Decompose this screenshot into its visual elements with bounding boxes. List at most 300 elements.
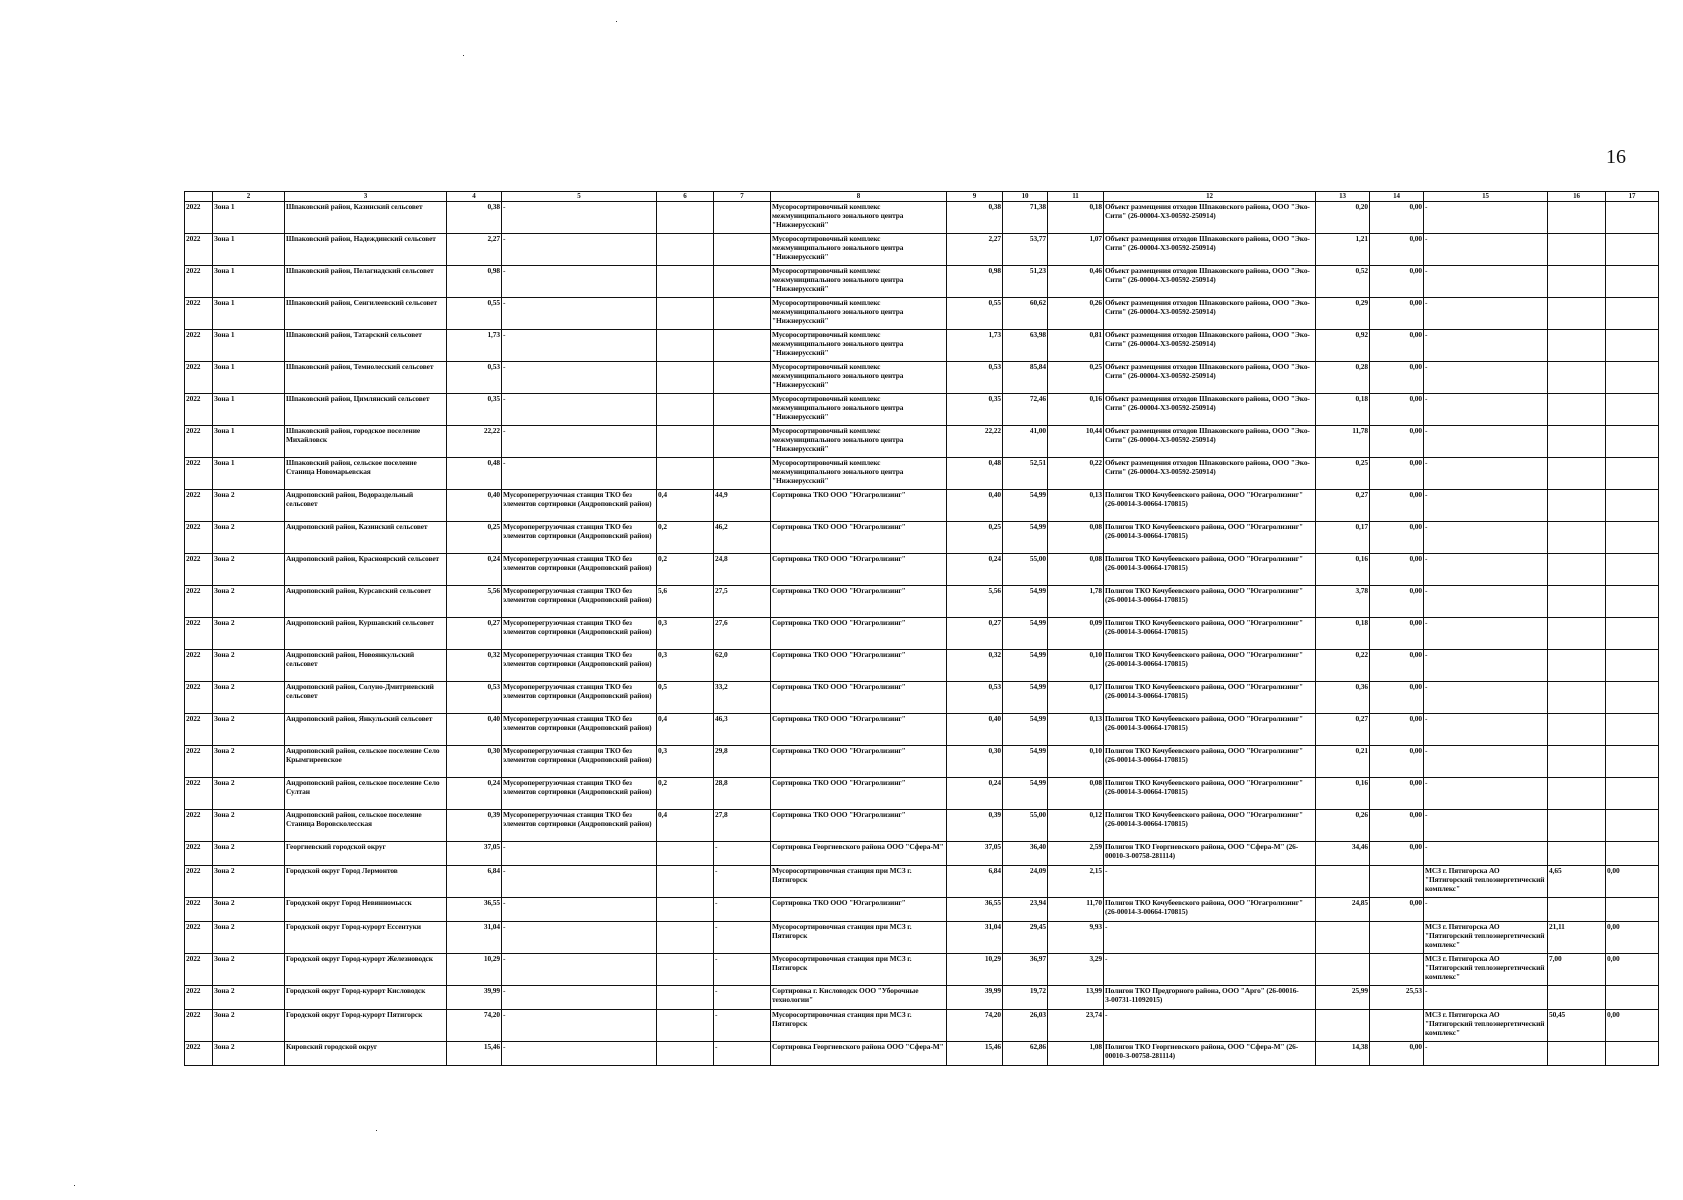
table-cell: 0,00 (1370, 298, 1424, 330)
table-cell: 0,2 (657, 522, 714, 554)
table-cell: 0,00 (1370, 234, 1424, 266)
table-cell: 52,51 (1003, 458, 1048, 490)
table-cell: Полигон ТКО Кочубеевского района, ООО "Югагролизинг" (26-00014-З-00664-170815) (1104, 714, 1316, 746)
table-cell: Зона 2 (213, 810, 285, 842)
table-cell: 29,45 (1003, 922, 1048, 954)
table-cell: 0,3 (657, 650, 714, 682)
table-cell: 60,62 (1003, 298, 1048, 330)
table-cell (1548, 426, 1606, 458)
table-cell (1548, 362, 1606, 394)
table-cell: Сортировка ТКО ООО "Югагролизинг" (771, 490, 947, 522)
table-cell: 0,4 (657, 490, 714, 522)
table-cell: Зона 2 (213, 714, 285, 746)
table-cell: 0,48 (447, 458, 502, 490)
table-cell: 0,10 (1048, 650, 1104, 682)
table-cell: - (1424, 362, 1548, 394)
table-cell: 27,8 (714, 810, 771, 842)
table-cell: Зона 1 (213, 234, 285, 266)
table-cell: Сортировка ТКО ООО "Югагролизинг" (771, 522, 947, 554)
column-number: 8 (771, 192, 947, 202)
table-cell: 0,40 (947, 490, 1003, 522)
table-cell: 0,38 (947, 202, 1003, 234)
table-cell (1606, 810, 1659, 842)
table-cell: 0,24 (447, 554, 502, 586)
table-cell: 0,00 (1370, 522, 1424, 554)
table-cell: 2022 (185, 810, 213, 842)
table-cell: - (1424, 522, 1548, 554)
table-cell (657, 922, 714, 954)
table-cell (1548, 898, 1606, 922)
table-cell: Городской округ Город-курорт Железноводск (285, 954, 447, 986)
table-cell: Зона 2 (213, 842, 285, 866)
table-row (185, 650, 1659, 682)
table-cell: Зона 2 (213, 866, 285, 898)
table-cell: Шпаковский район, Пелагиадский сельсовет (285, 266, 447, 298)
table-cell: 54,99 (1003, 522, 1048, 554)
table-cell: 0,3 (657, 746, 714, 778)
table-cell (657, 458, 714, 490)
table-cell (657, 234, 714, 266)
table-cell: 1,78 (1048, 586, 1104, 618)
table-cell: 54,99 (1003, 746, 1048, 778)
table-cell: 2022 (185, 586, 213, 618)
table-cell: Зона 2 (213, 898, 285, 922)
table-cell: Георгиевский городской округ (285, 842, 447, 866)
table-cell: Городской округ Город-курорт Ессентуки (285, 922, 447, 954)
table-cell: - (1424, 682, 1548, 714)
table-cell (1548, 1042, 1606, 1066)
table-cell: - (1104, 922, 1316, 954)
table-cell: 2022 (185, 522, 213, 554)
table-cell: Мусоросортировочный комплекс межмуниципального зонального центра "Нижнерусский" (771, 266, 947, 298)
column-number: 14 (1370, 192, 1424, 202)
table-cell (1548, 234, 1606, 266)
table-cell: - (502, 202, 657, 234)
table-cell: - (714, 922, 771, 954)
table-cell: 19,72 (1003, 986, 1048, 1010)
table-cell: - (1424, 202, 1548, 234)
table-cell: Мусороперегрузочная станция ТКО без элементов сортировки (Андроповский район) (502, 618, 657, 650)
table-cell: Сортировка ТКО ООО "Югагролизинг" (771, 714, 947, 746)
table-cell: - (502, 458, 657, 490)
table-cell: 0,4 (657, 714, 714, 746)
table-cell (657, 866, 714, 898)
table-cell (1548, 842, 1606, 866)
table-cell: Полигон ТКО Кочубеевского района, ООО "Югагролизинг" (26-00014-З-00664-170815) (1104, 682, 1316, 714)
table-cell: Мусороперегрузочная станция ТКО без элементов сортировки (Андроповский район) (502, 650, 657, 682)
table-cell: 2022 (185, 954, 213, 986)
table-cell: 2022 (185, 330, 213, 362)
column-number: 3 (285, 192, 447, 202)
table-cell: - (714, 986, 771, 1010)
table-row (185, 618, 1659, 650)
table-cell: Зона 1 (213, 362, 285, 394)
table-row (185, 522, 1659, 554)
table-cell: Зона 1 (213, 458, 285, 490)
header-row (185, 192, 1659, 202)
table-cell: 0,00 (1606, 922, 1659, 954)
table-cell (1548, 682, 1606, 714)
table-cell (657, 954, 714, 986)
table-cell (1606, 298, 1659, 330)
table-cell: МСЗ г. Пятигорска АО "Пятигорский теплоэнергетический комплекс" (1424, 922, 1548, 954)
table-cell: 0,22 (1316, 650, 1370, 682)
table-cell (1370, 922, 1424, 954)
table-cell: 0,00 (1370, 202, 1424, 234)
table-cell: 24,85 (1316, 898, 1370, 922)
table-cell: 62,86 (1003, 1042, 1048, 1066)
table-cell: 46,2 (714, 522, 771, 554)
table-cell: Мусороперегрузочная станция ТКО без элементов сортировки (Андроповский район) (502, 490, 657, 522)
table-cell (657, 1042, 714, 1066)
table-row (185, 426, 1659, 458)
column-number (185, 192, 213, 202)
table-cell (1606, 266, 1659, 298)
table-cell: 0,55 (447, 298, 502, 330)
table-cell: - (1424, 650, 1548, 682)
table-row (185, 586, 1659, 618)
table-cell: 0,08 (1048, 554, 1104, 586)
column-number: 17 (1606, 192, 1659, 202)
table-cell: 10,44 (1048, 426, 1104, 458)
table-cell: - (714, 866, 771, 898)
table-cell: Полигон ТКО Кочубеевского района, ООО "Югагролизинг" (26-00014-З-00664-170815) (1104, 490, 1316, 522)
table-cell: Зона 1 (213, 298, 285, 330)
table-cell: 2022 (185, 426, 213, 458)
table-cell: 0,09 (1048, 618, 1104, 650)
table-cell: 0,00 (1606, 866, 1659, 898)
table-cell: Андроповский район, Солуно-Дмитриевский сельсовет (285, 682, 447, 714)
table-cell: 0,3 (657, 618, 714, 650)
table-cell: 0,25 (1316, 458, 1370, 490)
table-cell: 7,00 (1548, 954, 1606, 986)
table-cell: 0,16 (1048, 394, 1104, 426)
table-cell: Зона 2 (213, 554, 285, 586)
table-cell: 37,05 (947, 842, 1003, 866)
table-cell: 0,00 (1370, 778, 1424, 810)
table-cell: Сортировка ТКО ООО "Югагролизинг" (771, 810, 947, 842)
table-cell: 50,45 (1548, 1010, 1606, 1042)
table-cell: Сортировка ТКО ООО "Югагролизинг" (771, 554, 947, 586)
table-cell: Сортировка Георгиевского района ООО "Сфера-М" (771, 842, 947, 866)
scan-speck (376, 1130, 377, 1131)
table-cell: - (1424, 898, 1548, 922)
table-cell: 2,27 (447, 234, 502, 266)
table-cell (1548, 746, 1606, 778)
table-cell: 28,8 (714, 778, 771, 810)
table-cell: 0,16 (1316, 554, 1370, 586)
table-cell (1548, 394, 1606, 426)
table-cell: Полигон ТКО Кочубеевского района, ООО "Югагролизинг" (26-00014-З-00664-170815) (1104, 778, 1316, 810)
table-cell: Объект размещения отходов Шпаковского района, ООО "Эко-Сити" (26-00004-Х3-00592-250914) (1104, 266, 1316, 298)
table-cell: 54,99 (1003, 490, 1048, 522)
scan-speck (463, 55, 464, 56)
table-cell: 2022 (185, 922, 213, 954)
table-cell: Шпаковский район, Казинский сельсовет (285, 202, 447, 234)
table-cell: - (502, 866, 657, 898)
table-cell: Андроповский район, сельское поселение Станица Воровсколесская (285, 810, 447, 842)
table-cell (1606, 898, 1659, 922)
table-cell: 2022 (185, 266, 213, 298)
table-cell: 0,08 (1048, 522, 1104, 554)
table-cell: Мусоросортировочный комплекс межмуниципального зонального центра "Нижнерусский" (771, 298, 947, 330)
table-cell: 15,46 (947, 1042, 1003, 1066)
table-cell: 0,5 (657, 682, 714, 714)
table-cell: Мусороперегрузочная станция ТКО без элементов сортировки (Андроповский район) (502, 554, 657, 586)
table-cell: Объект размещения отходов Шпаковского района, ООО "Эко-Сити" (26-00004-Х3-00592-250914) (1104, 426, 1316, 458)
table-cell: 25,99 (1316, 986, 1370, 1010)
table-cell (1606, 394, 1659, 426)
table-cell: - (1424, 234, 1548, 266)
table-cell (1606, 458, 1659, 490)
table-cell: 6,84 (947, 866, 1003, 898)
table-cell: Сортировка ТКО ООО "Югагролизинг" (771, 778, 947, 810)
table-cell: 39,99 (447, 986, 502, 1010)
table-cell: Полигон ТКО Кочубеевского района, ООО "Югагролизинг" (26-00014-З-00664-170815) (1104, 650, 1316, 682)
table-cell: Андроповский район, сельское поселение Село Султан (285, 778, 447, 810)
table-cell: Сортировка ТКО ООО "Югагролизинг" (771, 618, 947, 650)
table-cell: Сортировка ТКО ООО "Югагролизинг" (771, 682, 947, 714)
table-cell: 0,00 (1370, 330, 1424, 362)
table-cell (1316, 1010, 1370, 1042)
table-cell: Мусоросортировочная станция при МСЗ г. Пятигорск (771, 922, 947, 954)
table-cell: Полигон ТКО Кочубеевского района, ООО "Югагролизинг" (26-00014-З-00664-170815) (1104, 746, 1316, 778)
table-cell: 71,38 (1003, 202, 1048, 234)
table-cell: 0,55 (947, 298, 1003, 330)
table-cell: - (1424, 394, 1548, 426)
table-cell: Городской округ Город Лермонтов (285, 866, 447, 898)
table-cell (1606, 618, 1659, 650)
table-cell: 0,00 (1370, 810, 1424, 842)
table-cell: 2022 (185, 898, 213, 922)
table-cell (1606, 778, 1659, 810)
table-cell: 0,00 (1370, 554, 1424, 586)
table-cell: 51,23 (1003, 266, 1048, 298)
table-cell (714, 266, 771, 298)
table-cell: 0,24 (447, 778, 502, 810)
table-cell: 29,8 (714, 746, 771, 778)
table-cell: - (502, 986, 657, 1010)
table-cell: 39,99 (947, 986, 1003, 1010)
table-cell: 41,00 (1003, 426, 1048, 458)
table-cell: 0,40 (447, 490, 502, 522)
table-cell: Андроповский район, Казинский сельсовет (285, 522, 447, 554)
table-cell: 2022 (185, 202, 213, 234)
table-cell: 2022 (185, 1010, 213, 1042)
table-cell: МСЗ г. Пятигорска АО "Пятигорский теплоэнергетический комплекс" (1424, 866, 1548, 898)
table-cell: Объект размещения отходов Шпаковского района, ООО "Эко-Сити" (26-00004-Х3-00592-250914) (1104, 458, 1316, 490)
table-cell: 0,00 (1370, 746, 1424, 778)
table-cell: 0,48 (947, 458, 1003, 490)
table-cell: Зона 2 (213, 1042, 285, 1066)
table-cell: Полигон ТКО Кочубеевского района, ООО "Югагролизинг" (26-00014-З-00664-170815) (1104, 898, 1316, 922)
table-cell: 0,25 (447, 522, 502, 554)
table-cell: 1,07 (1048, 234, 1104, 266)
table-cell: 54,99 (1003, 682, 1048, 714)
table-cell: Шпаковский район, Темнолесский сельсовет (285, 362, 447, 394)
table-cell: Объект размещения отходов Шпаковского района, ООО "Эко-Сити" (26-00004-Х3-00592-250914) (1104, 362, 1316, 394)
scan-speck (616, 21, 617, 22)
table-row (185, 954, 1659, 986)
table-cell: 0,25 (1048, 362, 1104, 394)
table-cell: Андроповский район, Курсавский сельсовет (285, 586, 447, 618)
table-cell (1606, 522, 1659, 554)
table-cell: 27,6 (714, 618, 771, 650)
table-cell: 2022 (185, 618, 213, 650)
table-cell (1606, 650, 1659, 682)
table-row (185, 234, 1659, 266)
table-cell: 46,3 (714, 714, 771, 746)
table-cell: 0,21 (1316, 746, 1370, 778)
table-cell: 36,97 (1003, 954, 1048, 986)
column-number: 6 (657, 192, 714, 202)
table-cell (657, 266, 714, 298)
table-cell: 0,53 (947, 362, 1003, 394)
table-cell: 13,99 (1048, 986, 1104, 1010)
table-cell: Зона 2 (213, 1010, 285, 1042)
table-cell: - (1104, 954, 1316, 986)
table-cell: 0,52 (1316, 266, 1370, 298)
table-cell (1606, 554, 1659, 586)
table-cell: 0,00 (1370, 650, 1424, 682)
column-number: 16 (1548, 192, 1606, 202)
table-cell: Сортировка ТКО ООО "Югагролизинг" (771, 898, 947, 922)
column-number: 10 (1003, 192, 1048, 202)
table-cell: 25,53 (1370, 986, 1424, 1010)
table-cell: - (502, 954, 657, 986)
table-cell: 5,56 (447, 586, 502, 618)
table-cell (1548, 810, 1606, 842)
table-cell: Объект размещения отходов Шпаковского района, ООО "Эко-Сити" (26-00004-Х3-00592-250914) (1104, 202, 1316, 234)
table-cell (1548, 554, 1606, 586)
table-cell: Полигон ТКО Кочубеевского района, ООО "Югагролизинг" (26-00014-З-00664-170815) (1104, 586, 1316, 618)
table-cell: 55,00 (1003, 554, 1048, 586)
table-cell: Кировский городской округ (285, 1042, 447, 1066)
table-cell: 0,36 (1316, 682, 1370, 714)
table-cell: Шпаковский район, Цимлянский сельсовет (285, 394, 447, 426)
table-cell: 0,17 (1048, 682, 1104, 714)
table-cell: Зона 2 (213, 682, 285, 714)
table-cell: 2022 (185, 778, 213, 810)
table-cell: 24,8 (714, 554, 771, 586)
table-cell (1370, 954, 1424, 986)
table-cell (657, 842, 714, 866)
table-cell (1606, 234, 1659, 266)
table-cell: - (502, 394, 657, 426)
table-cell: - (502, 842, 657, 866)
table-cell: Зона 2 (213, 650, 285, 682)
table-cell: 0,08 (1048, 778, 1104, 810)
table-cell: 0,00 (1606, 1010, 1659, 1042)
table-cell: - (714, 1042, 771, 1066)
table-cell (1606, 682, 1659, 714)
table-row (185, 362, 1659, 394)
column-number: 9 (947, 192, 1003, 202)
table-cell: 0,27 (947, 618, 1003, 650)
table-cell: 74,20 (947, 1010, 1003, 1042)
table-cell: 34,46 (1316, 842, 1370, 866)
column-number: 2 (213, 192, 285, 202)
table-cell: 0,24 (947, 554, 1003, 586)
table-cell (1548, 650, 1606, 682)
table-cell: 11,70 (1048, 898, 1104, 922)
table-cell (1548, 586, 1606, 618)
table-cell: 2022 (185, 682, 213, 714)
table-cell: Шпаковский район, городское поселение Михайловск (285, 426, 447, 458)
table-cell: - (1424, 618, 1548, 650)
table-cell: - (502, 426, 657, 458)
table-cell: Сортировка Георгиевского района ООО "Сфера-М" (771, 1042, 947, 1066)
table-cell: 0,81 (1048, 330, 1104, 362)
table-cell: - (1424, 266, 1548, 298)
table-cell: - (1424, 490, 1548, 522)
table-cell: Городской округ Город-курорт Пятигорск (285, 1010, 447, 1042)
table-cell: 2022 (185, 986, 213, 1010)
table-cell: Полигон ТКО Кочубеевского района, ООО "Югагролизинг" (26-00014-З-00664-170815) (1104, 618, 1316, 650)
table-cell: - (1424, 330, 1548, 362)
table-cell (657, 394, 714, 426)
table-cell (1548, 458, 1606, 490)
table-cell: Полигон ТКО Кочубеевского района, ООО "Югагролизинг" (26-00014-З-00664-170815) (1104, 522, 1316, 554)
table-cell: 3,29 (1048, 954, 1104, 986)
table-cell: 0,30 (947, 746, 1003, 778)
table-cell: 0,00 (1370, 362, 1424, 394)
table-cell: 0,27 (447, 618, 502, 650)
table-cell: 2022 (185, 1042, 213, 1066)
table-cell: Сортировка ТКО ООО "Югагролизинг" (771, 746, 947, 778)
table-row (185, 554, 1659, 586)
table-cell: 2022 (185, 234, 213, 266)
table-cell: МСЗ г. Пятигорска АО "Пятигорский теплоэнергетический комплекс" (1424, 1010, 1548, 1042)
table-cell: Объект размещения отходов Шпаковского района, ООО "Эко-Сити" (26-00004-Х3-00592-250914) (1104, 234, 1316, 266)
table-cell: 5,6 (657, 586, 714, 618)
table-cell: 24,09 (1003, 866, 1048, 898)
table-cell: 54,99 (1003, 650, 1048, 682)
table-row (185, 1042, 1659, 1066)
column-number: 7 (714, 192, 771, 202)
table-cell (1606, 202, 1659, 234)
table-cell (1606, 362, 1659, 394)
table-cell: 0,2 (657, 778, 714, 810)
table-cell: 27,5 (714, 586, 771, 618)
table-cell: - (1424, 746, 1548, 778)
table-cell (714, 202, 771, 234)
table-cell: 0,00 (1370, 394, 1424, 426)
table-cell (657, 426, 714, 458)
table-cell (1606, 842, 1659, 866)
table-cell: Шпаковский район, Татарский сельсовет (285, 330, 447, 362)
table-row (185, 330, 1659, 362)
table-cell (714, 362, 771, 394)
table-cell: 0,25 (947, 522, 1003, 554)
table-cell: 6,84 (447, 866, 502, 898)
table-cell: 0,35 (947, 394, 1003, 426)
table-cell: 36,55 (947, 898, 1003, 922)
table-cell (1316, 922, 1370, 954)
table-cell: 0,27 (1316, 714, 1370, 746)
table-row (185, 682, 1659, 714)
table-cell: Зона 2 (213, 746, 285, 778)
table-cell: Полигон ТКО Кочубеевского района, ООО "Югагролизинг" (26-00014-З-00664-170815) (1104, 810, 1316, 842)
table-cell: 54,99 (1003, 618, 1048, 650)
table-cell: - (1424, 586, 1548, 618)
table-cell (1606, 330, 1659, 362)
table-cell: Зона 1 (213, 426, 285, 458)
table-cell: 0,00 (1370, 898, 1424, 922)
waste-flow-table (184, 191, 1659, 1066)
table-cell (1548, 778, 1606, 810)
column-number: 15 (1424, 192, 1548, 202)
